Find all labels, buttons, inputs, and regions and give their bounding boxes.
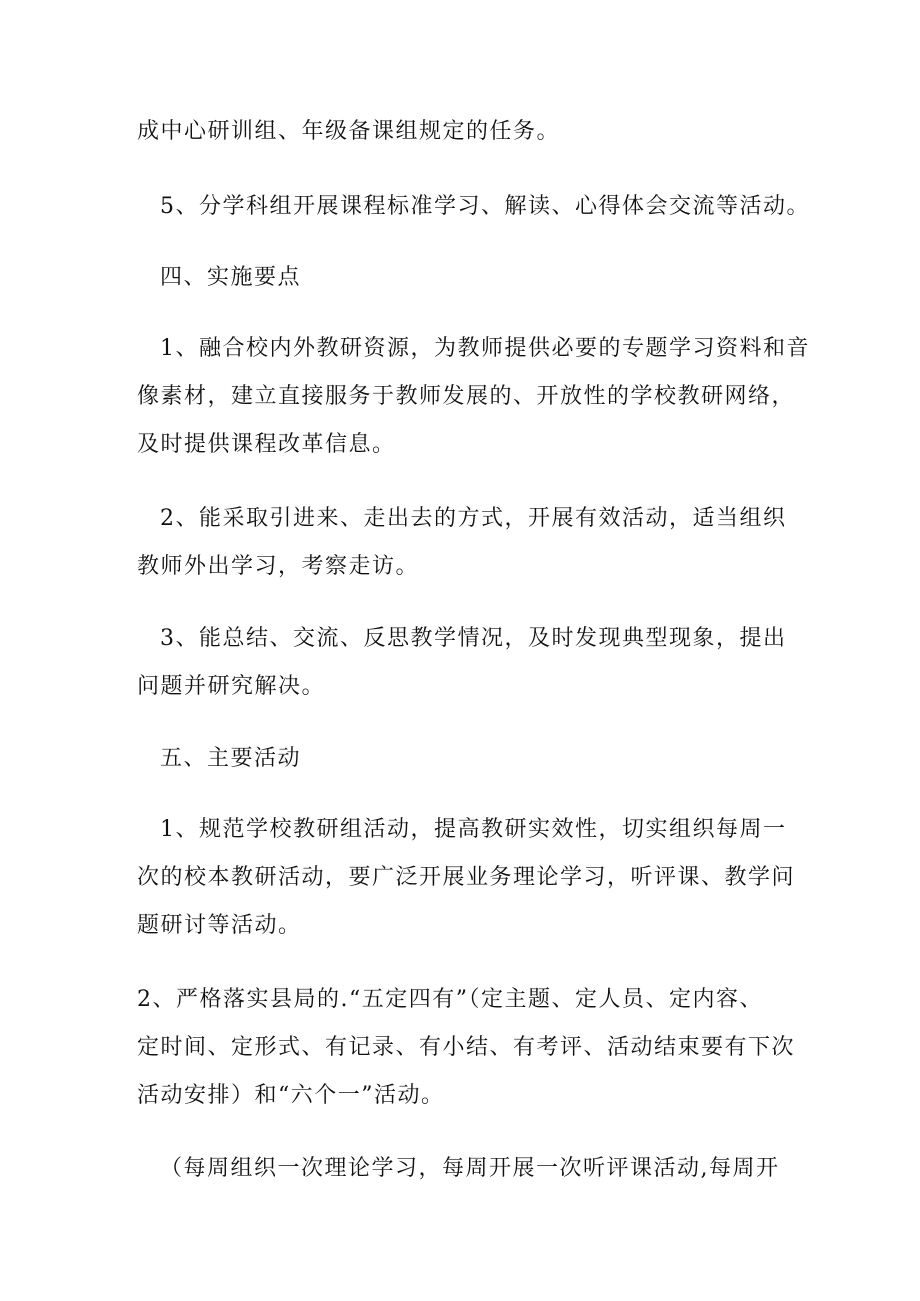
text-line: 5、分学科组开展课程标准学习、解读、心得体会交流等活动。 bbox=[160, 194, 810, 219]
text-line: 题研讨等活动。 bbox=[137, 913, 302, 938]
text-line: 3、能总结、交流、反思教学情况，及时发现典型现象，提出 bbox=[160, 626, 787, 651]
text-line: 活动安排）和“六个一”活动。 bbox=[137, 1083, 445, 1108]
text-line: 教师外出学习，考察走访。 bbox=[137, 554, 420, 579]
text-line: 问题并研究解决。 bbox=[137, 674, 326, 699]
text-line: 像素材，建立直接服务于教师发展的、开放性的学校教研网络， bbox=[137, 384, 796, 409]
text-line: 定时间、定形式、有记录、有小结、有考评、活动结束要有下次 bbox=[137, 1035, 796, 1060]
text-line: 成中心研训组、年级备课组规定的任务。 bbox=[137, 119, 561, 144]
text-line: 2、严格落实县局的.“五定四有”（定主题、定人员、定内容、 bbox=[137, 987, 763, 1012]
text-line: 1、融合校内外教研资源，为教师提供必要的专题学习资料和音 bbox=[160, 336, 810, 361]
text-line: 2、能采取引进来、走出去的方式，开展有效活动，适当组织 bbox=[160, 506, 787, 531]
text-line: 1、规范学校教研组活动，提高教研实效性，切实组织每周一 bbox=[160, 817, 787, 842]
text-line: 及时提供课程改革信息。 bbox=[137, 432, 396, 457]
section-heading: 四、实施要点 bbox=[160, 265, 302, 290]
text-line: 次的校本教研活动，要广泛开展业务理论学习，听评课、教学问 bbox=[137, 865, 796, 890]
section-heading: 五、主要活动 bbox=[160, 746, 302, 771]
text-line: （每周组织一次理论学习，每周开展一次听评课活动,每周开 bbox=[160, 1156, 780, 1181]
